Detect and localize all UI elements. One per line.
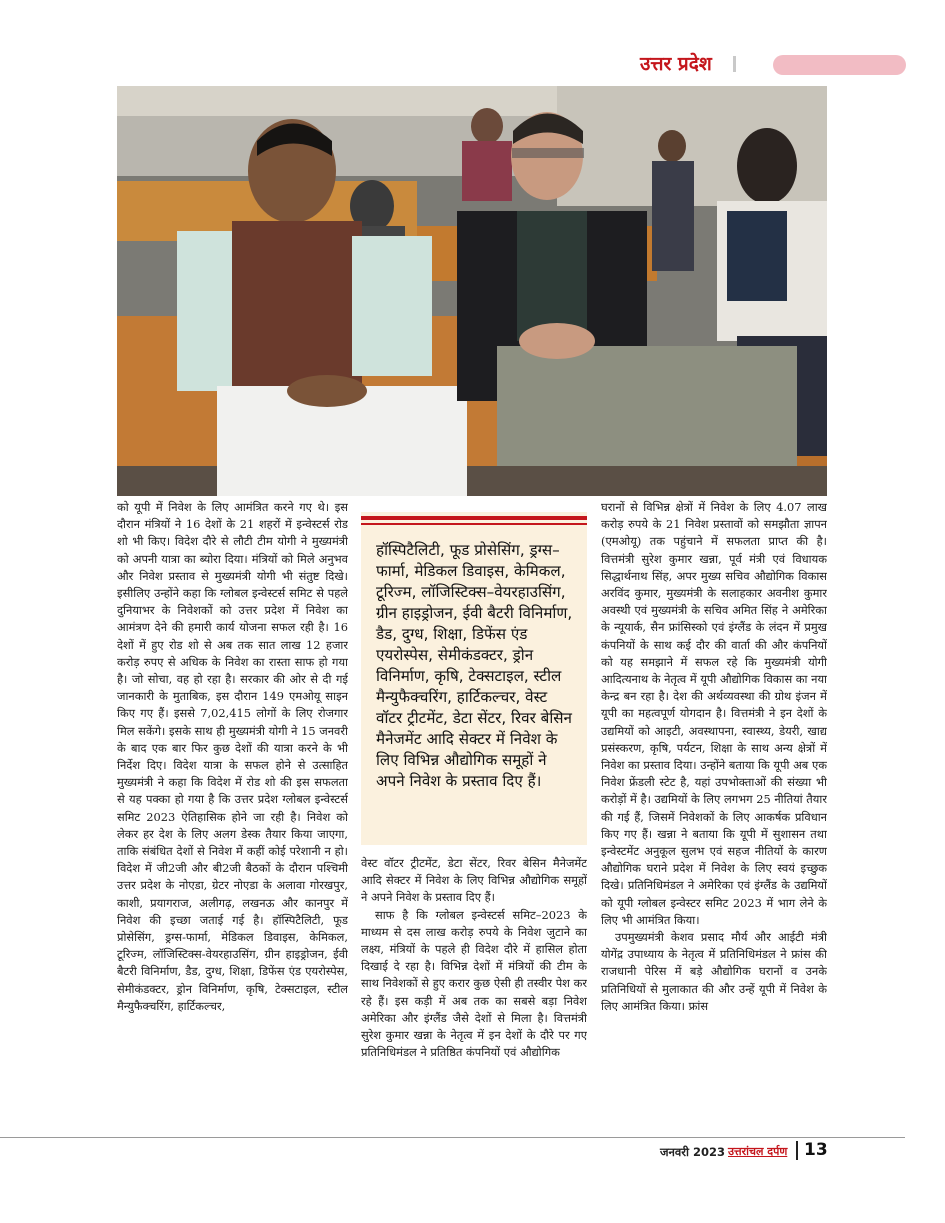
paragraph: उपमुख्यमंत्री केशव प्रसाद मौर्य और आईटी मंत्री योगेंद्र उपाध्याय के नेतृत्व में प्रतिनिधिमंडल ने फ्रांस की राजधानी पेरिस में बड़े औद्योगिक घरानों व उनके प्रतिनिधियों से मुलाकात की और उन्हें यूपी में निवेश के लिए आमंत्रित किया। फ्रांस — [601, 930, 827, 1013]
pull-quote-text: हॉस्पिटैलिटी, फूड प्रोसेसिंग, ड्रग्स–फार्मा, मेडिकल डिवाइस, केमिकल, टूरिज्म, लॉजिस्टिक्स–वेयरहाउसिंग, ग्रीन हाइड्रोजन, ईवी बैटरी विनिर्माण, डैड, दुग्ध, शिक्षा, डिफेंस एंड एयरोस्पेस, सेमीकंडक्टर, ड्रोन विनिर्माण, कृषि, टेक्सटाइल, स्टील मैन्युफैक्चरिंग, हार्टिकल्चर, वेस्ट वॉटर ट्रीटमेंट, डेटा सेंटर, रिवर बेसिन मैनेजमेंट आदि सेक्टर में निवेश के लिए विभिन्न औद्योगिक समूहों ने अपने निवेश के प्रस्ताव दिए हैं। — [376, 541, 573, 790]
footer-rule — [0, 1137, 905, 1138]
section-title: उत्तर प्रदेश — [640, 53, 712, 75]
airport-lounge-photo — [117, 86, 827, 496]
article-column-middle — [361, 855, 587, 1119]
header-divider — [733, 56, 736, 72]
paragraph: को यूपी में निवेश के लिए आमंत्रित करने गए थे। इस दौरान मंत्रियों ने 16 देशों के 21 शहरों में इन्वेस्टर्स रोड शो भी किए। विदेश दौरे से लौटी टीम योगी ने मुख्यमंत्री को अपनी यात्रा का ब्योरा दिया। मंत्रियों को मिले अनुभव और निवेश प्रस्ताव से मुख्यमंत्री योगी भी संतुष्ट दिखे। इसीलिए उन्होंने कहा कि ग्लोबल इन्वेस्टर्स समिट से पहले दुनियाभर के निवेशकों को उत्तर प्रदेश में निवेश का आमंत्रण देने की हमारी कार्य योजना सफल रही है। 16 देशों में हुए रोड शो से अब तक सात लाख 12 हजार करोड़ रुपए से अधिक के निवेश का रास्ता साफ हो गया है। जो सोचा, वह हो रहा है। सरकार की ओर से दी गई जानकारी के मुताबिक, इस दौरान 149 एमओयू साइन किए गए हैं। इससे 7,02,415 लोगों के लिए रोजगार मिल सकेंगे। इसके साथ ही मुख्यमंत्री योगी ने 15 जनवरी के बाद एक बार फिर कुछ देशों की यात्रा करने के भी निर्देश दिए। विदेश यात्रा के सफल होने से उत्साहित मुख्यमंत्री ने कहा कि विदेश में रोड शो की इस सफलता से यह पक्का हो गया है कि उत्तर प्रदेश ग्लोबल इन्वेस्टर्स समिट 2023 ऐतिहासिक होने जा रही है। निवेश को लेकर हर देश के लिए अलग डेस्क तैयार किया जाएगा, ताकि संबंधित देशों से निवेश में कहीं कोई परेशानी न हो। विदेश में जी2जी और बी2जी बैठकों के दौरान पश्चिमी उत्तर प्रदेश के नोएडा, ग्रेटर नोएडा के अलावा गोरखपुर, काशी, प्रयागराज, अलीगढ़, लखनऊ और कानपुर में निवेश की इच्छा जताई गई है। हॉस्पिटैलिटी, फूड प्रोसेसिंग, ड्रग्स-फार्मा, मेडिकल डिवाइस, केमिकल, टूरिज्म, लॉजिस्टिक्स-वेयरहाउसिंग, ग्रीन हाइड्रोजन, ईवी बैटरी विनिर्माण, डैड, दुग्ध, शिक्षा, डिफेंस एंड एयरोस्पेस, सेमीकंडक्टर, ड्रोन विनिर्माण, कृषि, टेक्सटाइल, स्टील मैन्युफैक्चरिंग, हार्टिकल्चर, — [117, 500, 348, 1013]
header-decorative-bar — [773, 55, 906, 75]
magazine-logo: उत्तरांचल दर्पण — [728, 1145, 788, 1158]
article-column-right — [601, 499, 827, 1119]
quote-rule-thin — [361, 523, 587, 525]
paragraph: वेस्ट वॉटर ट्रीटमेंट, डेटा सेंटर, रिवर बेसिन मैनेजमेंट आदि सेक्टर में निवेश के लिए विभिन्न औद्योगिक समूहों ने अपने निवेश के प्रस्ताव दिए हैं। — [361, 856, 587, 905]
paragraph: साफ है कि ग्लोबल इन्वेस्टर्स समिट–2023 के माध्यम से दस लाख करोड़ रुपये के निवेश जुटाने का लक्ष्य, मंत्रियों के पहले ही विदेश दौरे में हासिल होता दिखाई दे रहा है। विभिन्न देशों में मंत्रियों की टीम के साथ निवेशकों से हुए करार कुछ ऐसी ही तस्वीर पेश कर रहे हैं। इस कड़ी में अब तक का सबसे बड़ा निवेश अमेरिका और इंग्लैंड जैसे देशों से मिला है। वित्तमंत्री सुरेश कुमार खन्ना के नेतृत्व में इन देशों के दौरे पर गए प्रतिनिधिमंडल ने प्रतिष्ठित कंपनियों एवं औद्योगिक — [361, 907, 587, 1060]
article-photo — [117, 86, 827, 496]
paragraph: घरानों से विभिन्न क्षेत्रों में निवेश के लिए 4.07 लाख करोड़ रुपये के 21 निवेश प्रस्तावों को समझौता ज्ञापन (एमओयू) तक पहुंचाने में सफलता प्राप्त की है। वित्तमंत्री सुरेश कुमार खन्ना, पूर्व मंत्री एवं विधायक सिद्धार्थनाथ सिंह, अपर मुख्य सचिव औद्योगिक विकास अरविंद कुमार, मुख्यमंत्री के सलाहकार अवनीश कुमार अवस्थी एवं मुख्यमंत्री के सचिव अमित सिंह ने अमेरिका के न्यूयार्क, सैन फ्रांसिस्को एवं इंग्लैंड के लंदन में प्रमुख कंपनियों के साथ कई दौर की वार्ता की और कंपनियों को यह समझाने में सफल रहे कि मुख्यमंत्री योगी आदित्यनाथ के नेतृत्व में यूपी औद्योगिक विकास का नया केन्द्र बन रहा है। देश की अर्थव्यवस्था की ग्रोथ इंजन में यूपी का महत्वपूर्ण योगदान है। वित्तमंत्री ने इन देशों के उद्यमियों को आइटी, अवस्थापना, स्वास्थ्य, डेयरी, खाद्य प्रसंस्करण, कृषि, पर्यटन, शिक्षा के साथ अन्य क्षेत्रों में निवेश का प्रस्ताव दिया। उन्होंने बताया कि यूपी अब एक निवेश फ्रेंडली स्टेट है, यहां उपभोक्ताओं की संख्या भी करोड़ों में है। उद्यमियों के लिए लगभग 25 नीतियां तैयार की गई हैं, जिसमें निवेशकों के लिए आकर्षक प्रविधान किए गए हैं। खन्ना ने बताया कि यूपी में सुशासन तथा इन्वेस्टमेंट अनुकूल सुलभ एवं सहज नीतियों के कारण औद्योगिक घराने प्रदेश में निवेश के लिए स्वयं इच्छुक दिखे। प्रतिनिधिमंडल ने अमेरिका एवं इंग्लैंड के उद्यमियों को यूपी ग्लोबल इन्वेस्टर समिट 2023 में भाग लेने के लिए भी आमंत्रित किया। — [601, 500, 827, 927]
issue-date: जनवरी 2023 — [660, 1145, 726, 1159]
quote-rule-thick — [361, 516, 587, 520]
footer-divider — [796, 1141, 798, 1160]
article-column-left — [117, 499, 348, 1119]
pull-quote-box — [361, 512, 587, 845]
page-number: 13 — [804, 1140, 828, 1160]
